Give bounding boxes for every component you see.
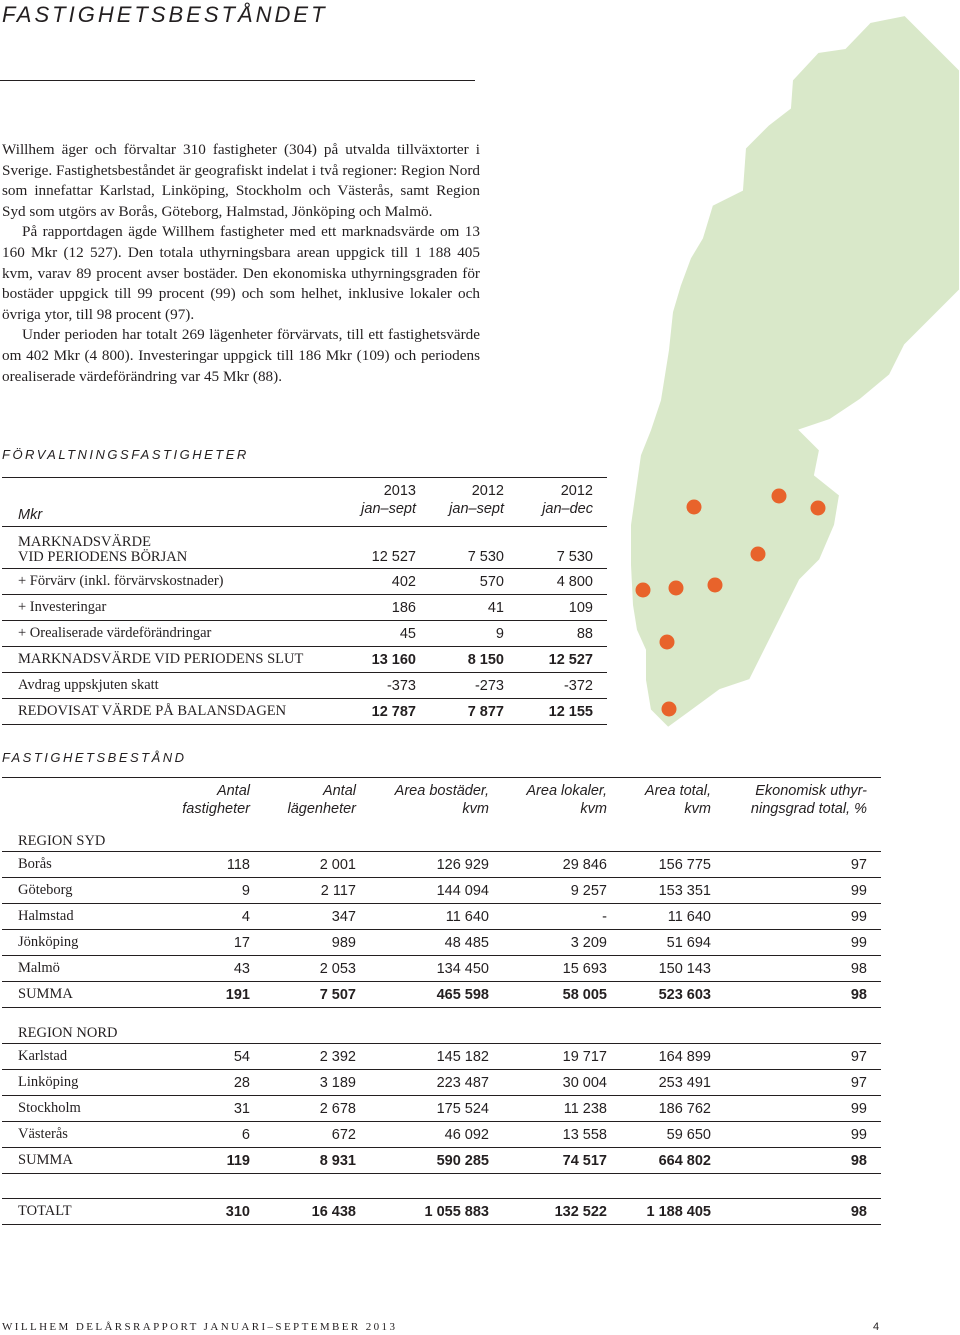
- table-row: [2, 904, 881, 930]
- cell: 58 005: [489, 982, 607, 1008]
- cell: 59 650: [607, 1122, 711, 1148]
- table-row: [2, 647, 607, 673]
- column-header: Area total, kvm: [607, 778, 711, 825]
- cell: 31: [154, 1096, 250, 1122]
- region-label: REGION SYD: [18, 833, 106, 849]
- table-row: [2, 621, 607, 647]
- table-row: [2, 852, 881, 878]
- column-header: 2012 jan–dec: [504, 478, 593, 527]
- cell: 145 182: [356, 1044, 489, 1070]
- cell: 164 899: [607, 1044, 711, 1070]
- cell: 41: [416, 595, 504, 621]
- column-header: Antal lägenheter: [250, 778, 356, 825]
- cell: 9: [154, 878, 250, 904]
- table-row: [2, 956, 881, 982]
- cell: 11 640: [607, 904, 711, 930]
- cell: 17: [154, 930, 250, 956]
- cell: 7 530: [504, 527, 593, 569]
- cell: 19 717: [489, 1044, 607, 1070]
- cell: 88: [504, 621, 593, 647]
- cell: 30 004: [489, 1070, 607, 1096]
- cell: 97: [711, 852, 867, 878]
- cell: 2 392: [250, 1044, 356, 1070]
- table-row: [2, 699, 607, 725]
- cell: 12 527: [504, 647, 593, 673]
- sum-row: [2, 982, 881, 1008]
- cell: 28: [154, 1070, 250, 1096]
- cell: 672: [250, 1122, 356, 1148]
- cell: 12 527: [332, 527, 416, 569]
- row-label: TOTALT: [2, 1199, 154, 1225]
- cell: 8 150: [416, 647, 504, 673]
- cell: 570: [416, 569, 504, 595]
- cell: 98: [711, 1148, 867, 1174]
- bestand-heading: FASTIGHETSBESTÅND: [2, 750, 187, 765]
- cell: -373: [332, 673, 416, 699]
- cell: 1 055 883: [356, 1199, 489, 1225]
- cell: 989: [250, 930, 356, 956]
- cell: 54: [154, 1044, 250, 1070]
- cell: 186: [332, 595, 416, 621]
- city-dot-halmstad: [660, 635, 675, 650]
- intro-paragraph: Under perioden har totalt 269 lägenheter förvärvats, till ett fastighetsvärde om 402 Mkr (4 800). Investeringar uppgick till 186 Mkr (109) och periodens orealiserade värdeförändring var 45 Mkr (88).: [2, 326, 480, 385]
- cell: 8 931: [250, 1148, 356, 1174]
- city-dot-malmo: [662, 702, 677, 717]
- cell: 134 450: [356, 956, 489, 982]
- cell: 7 530: [416, 527, 504, 569]
- cell: 13 558: [489, 1122, 607, 1148]
- cell: 4 800: [504, 569, 593, 595]
- row-label: MARKNADSVÄRDE VID PERIODENS BÖRJAN: [2, 527, 332, 569]
- cell: 29 846: [489, 852, 607, 878]
- column-header: Area bostäder, kvm: [356, 778, 489, 825]
- cell: -273: [416, 673, 504, 699]
- forvaltning-header-row: [2, 478, 607, 527]
- table-row: [2, 1096, 881, 1122]
- city-dot-goteborg: [636, 583, 651, 598]
- row-label: Malmö: [2, 956, 154, 982]
- cell: -: [489, 904, 607, 930]
- cell: 144 094: [356, 878, 489, 904]
- column-header: 2012 jan–sept: [416, 478, 504, 527]
- cell: 99: [711, 904, 867, 930]
- cell: 119: [154, 1148, 250, 1174]
- cell: 1 188 405: [607, 1199, 711, 1225]
- cell: 12 155: [504, 699, 593, 725]
- city-dot-linkoping: [751, 547, 766, 562]
- table-row: [2, 878, 881, 904]
- table-row: [2, 1070, 881, 1096]
- city-dot-karlstad: [687, 500, 702, 515]
- cell: 347: [250, 904, 356, 930]
- row-label: Halmstad: [2, 904, 154, 930]
- cell: 48 485: [356, 930, 489, 956]
- bestand-header-row: [2, 778, 881, 825]
- row-label: + Orealiserade värdeförändringar: [2, 621, 332, 647]
- cell: 132 522: [489, 1199, 607, 1225]
- row-label: Västerås: [2, 1122, 154, 1148]
- cell: 98: [711, 1199, 867, 1225]
- column-header: 2013 jan–sept: [332, 478, 416, 527]
- cell: 310: [154, 1199, 250, 1225]
- cell: 126 929: [356, 852, 489, 878]
- cell: 2 053: [250, 956, 356, 982]
- cell: 11 238: [489, 1096, 607, 1122]
- cell: 590 285: [356, 1148, 489, 1174]
- cell: 16 438: [250, 1199, 356, 1225]
- cell: 156 775: [607, 852, 711, 878]
- table-row: [2, 527, 607, 569]
- cell: 98: [711, 956, 867, 982]
- table-row: [2, 673, 607, 699]
- row-label: Göteborg: [2, 878, 154, 904]
- city-dot-boras: [669, 581, 684, 596]
- cell: 118: [154, 852, 250, 878]
- page-number: 4: [873, 1321, 880, 1333]
- row-label: Karlstad: [2, 1044, 154, 1070]
- cell: 74 517: [489, 1148, 607, 1174]
- row-label: Stockholm: [2, 1096, 154, 1122]
- table-row: [2, 595, 607, 621]
- region-row: [2, 1008, 881, 1044]
- cell: 51 694: [607, 930, 711, 956]
- cell: 13 160: [332, 647, 416, 673]
- cell: 4: [154, 904, 250, 930]
- column-header: Ekonomisk uthyr- ningsgrad total, %: [711, 778, 867, 825]
- cell: 45: [332, 621, 416, 647]
- cell: -372: [504, 673, 593, 699]
- cell: 3 189: [250, 1070, 356, 1096]
- region-row: [2, 824, 881, 852]
- cell: 98: [711, 982, 867, 1008]
- cell: 97: [711, 1044, 867, 1070]
- region-label: REGION NORD: [18, 1025, 118, 1041]
- city-dot-jonkoping: [708, 578, 723, 593]
- row-label: Avdrag uppskjuten skatt: [2, 673, 332, 699]
- cell: 150 143: [607, 956, 711, 982]
- cell: 175 524: [356, 1096, 489, 1122]
- column-header: Area lokaler, kvm: [489, 778, 607, 825]
- cell: 109: [504, 595, 593, 621]
- cell: 7 507: [250, 982, 356, 1008]
- bestand-table: [2, 777, 881, 1225]
- cell: 99: [711, 1122, 867, 1148]
- cell: 223 487: [356, 1070, 489, 1096]
- table-row: [2, 1044, 881, 1070]
- cell: 523 603: [607, 982, 711, 1008]
- city-dot-stockholm: [811, 501, 826, 516]
- cell: 9: [416, 621, 504, 647]
- row-label: SUMMA: [2, 982, 154, 1008]
- cell: 402: [332, 569, 416, 595]
- footer-text: WILLHEM DELÅRSRAPPORT JANUARI–SEPTEMBER 2013: [2, 1321, 398, 1333]
- cell: 191: [154, 982, 250, 1008]
- cell: 465 598: [356, 982, 489, 1008]
- forvaltning-heading: FÖRVALTNINGSFASTIGHETER: [2, 447, 249, 462]
- total-row: [2, 1199, 881, 1225]
- page-title: FASTIGHETSBESTÅNDET: [2, 2, 328, 27]
- table-row: [2, 569, 607, 595]
- cell: 11 640: [356, 904, 489, 930]
- cell: 9 257: [489, 878, 607, 904]
- cell: 12 787: [332, 699, 416, 725]
- cell: 253 491: [607, 1070, 711, 1096]
- cell: 6: [154, 1122, 250, 1148]
- row-label: REDOVISAT VÄRDE PÅ BALANSDAGEN: [2, 699, 332, 725]
- forvaltning-table: [2, 477, 607, 725]
- cell: 15 693: [489, 956, 607, 982]
- cell: 46 092: [356, 1122, 489, 1148]
- cell: 43: [154, 956, 250, 982]
- row-label: + Investeringar: [2, 595, 332, 621]
- intro-text: [2, 140, 480, 387]
- cell: 99: [711, 930, 867, 956]
- column-header: Antal fastigheter: [154, 778, 250, 825]
- cell: 186 762: [607, 1096, 711, 1122]
- cell: 153 351: [607, 878, 711, 904]
- cell: 99: [711, 878, 867, 904]
- cell: 2 117: [250, 878, 356, 904]
- title-divider: [0, 80, 475, 81]
- cell: 2 678: [250, 1096, 356, 1122]
- cell: 97: [711, 1070, 867, 1096]
- row-label: + Förvärv (inkl. förvärvskostnader): [2, 569, 332, 595]
- intro-paragraph: Willhem äger och förvaltar 310 fastigheter (304) på utvalda tillväxtorter i Sverige. Fastighetsbeståndet är geografiskt indelat i två regioner: Region Nord som innefattar Karlstad, Linköping, Stockholm och Västerås, samt Region Syd som utgörs av Borås, Göteborg, Halmstad, Jönköping och Malmö.: [2, 141, 480, 220]
- cell: 99: [711, 1096, 867, 1122]
- table-row: [2, 1122, 881, 1148]
- cell: 2 001: [250, 852, 356, 878]
- city-dot-vasteras: [772, 489, 787, 504]
- row-label: Borås: [2, 852, 154, 878]
- cell: 664 802: [607, 1148, 711, 1174]
- sweden-map-shape: [630, 15, 960, 728]
- intro-paragraph: På rapportdagen ägde Willhem fastigheter med ett marknadsvärde om 13 160 Mkr (12 527). Den totala uthyrningsbara arean uppgick till 1 188 405 kvm, varav 89 procent avser bostäder. Den ekonomiska uthyrningsgraden för bostäder uppgick till 99 procent (99) och som helhet, inklusive lokaler och övriga ytor, till 98 procent (97).: [2, 223, 480, 323]
- sum-row: [2, 1148, 881, 1174]
- cell: 3 209: [489, 930, 607, 956]
- cell: 7 877: [416, 699, 504, 725]
- table-row: [2, 930, 881, 956]
- unit-label: Mkr: [2, 478, 332, 527]
- row-label: SUMMA: [2, 1148, 154, 1174]
- row-label: Linköping: [2, 1070, 154, 1096]
- row-label: Jönköping: [2, 930, 154, 956]
- row-label: MARKNADSVÄRDE VID PERIODENS SLUT: [2, 647, 332, 673]
